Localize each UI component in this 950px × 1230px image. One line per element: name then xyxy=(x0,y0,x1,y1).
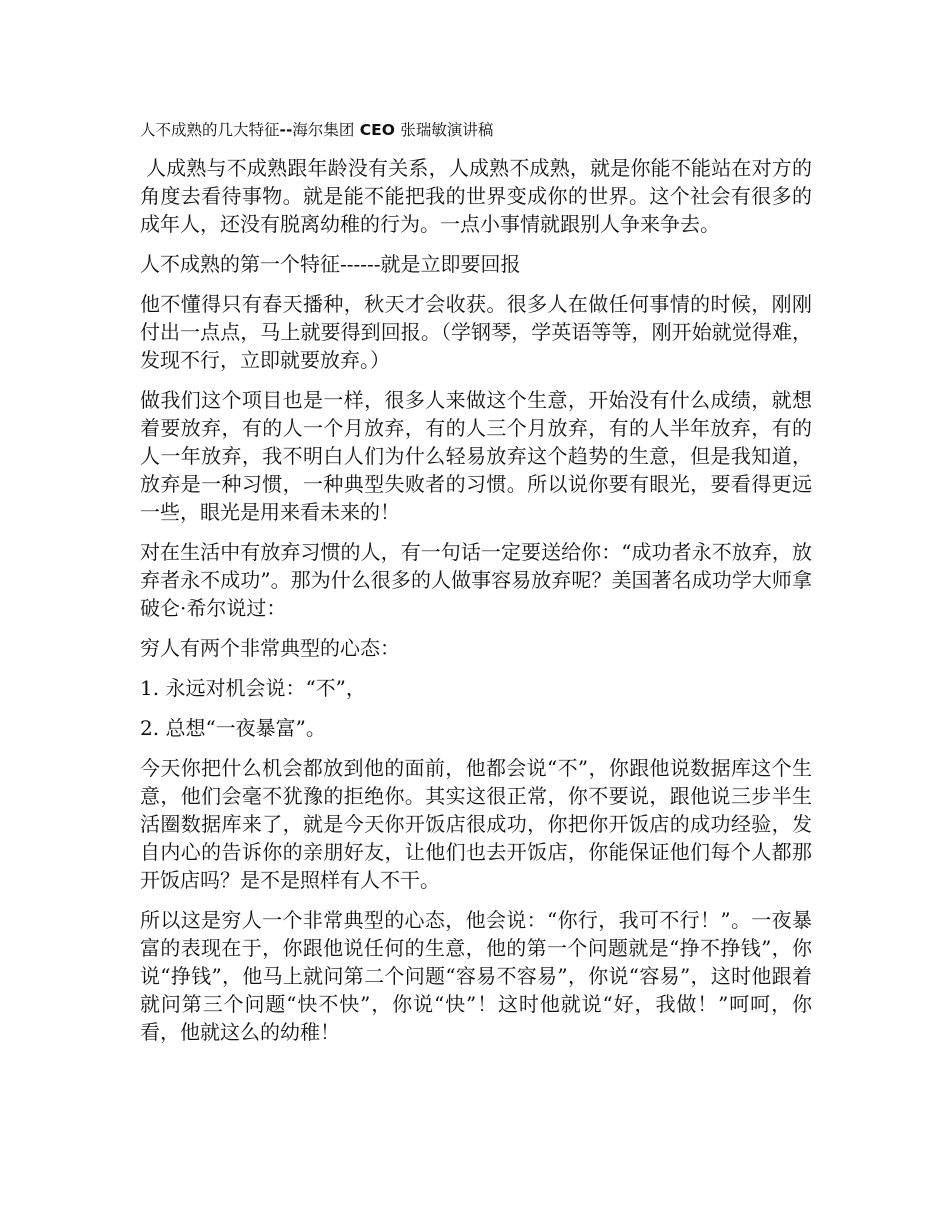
title-ceo: CEO xyxy=(354,121,401,139)
title-text-3: 张瑞敏演讲稿 xyxy=(400,121,494,139)
paragraph: 做我们这个项目也是一样，很多人来做这个生意，开始没有什么成绩，就想着要放弃，有的人一个月放弃，有的人三个月放弃，有的人半年放弃，有的人一年放弃，我不明白人们为什么轻易放弃这个趋势的生意，但是我知道，放弃是一种习惯，一种典型失败者的习惯。所以说你要有眼光，要看得更远一些，眼光是用来看未来的！ xyxy=(140,388,812,524)
paragraph-heading-first-trait: 人不成熟的第一个特征------就是立即要回报 xyxy=(140,252,521,276)
document-title xyxy=(140,118,812,142)
paragraph: 穷人有两个非常典型的心态： xyxy=(140,636,400,660)
paragraph-intro: 人成熟与不成熟跟年龄没有关系，人成熟不成熟，就是你能不能站在对方的角度去看待事物。就是能不能把我的世界变成你的世界。这个社会有很多的成年人，还没有脱离幼稚的行为。一点小事情就跟别人争来争去。 xyxy=(140,156,812,236)
paragraph: 他不懂得只有春天播种，秋天才会收获。很多人在做任何事情的时候，刚刚付出一点点，马上就要得到回报。（学钢琴，学英语等等，刚开始就觉得难，发现不行，立即就要放弃。） xyxy=(140,292,812,372)
title-dashes: -- xyxy=(279,121,293,139)
paragraph: 对在生活中有放弃习惯的人，有一句话一定要送给你：“成功者永不放弃，放弃者永不成功”。那为什么很多的人做事容易放弃呢？美国著名成功学大师拿破仑·希尔说过： xyxy=(140,540,812,620)
document-page xyxy=(140,118,812,1058)
list-item: 2. 总想“一夜暴富”。 xyxy=(140,716,326,740)
list-item: 1. 永远对机会说：“不”， xyxy=(140,676,366,700)
paragraph: 今天你把什么机会都放到他的面前，他都会说“不”，你跟他说数据库这个生意，他们会毫不犹豫的拒绝你。其实这很正常，你不要说，跟他说三步半生活圈数据库来了，就是今天你开饭店很成功，你把你开饭店的成功经验，发自内心的告诉你的亲朋好友，让他们也去开饭店，你能保证他们每个人都那开饭店吗？是不是照样有人不干。 xyxy=(140,756,812,892)
title-text-1: 人不成熟的几大特征 xyxy=(140,121,280,139)
title-text-2: 海尔集团 xyxy=(292,121,355,139)
paragraph: 所以这是穷人一个非常典型的心态，他会说：“你行，我可不行！”。一夜暴富的表现在于，你跟他说任何的生意，他的第一个问题就是“挣不挣钱”，你说“挣钱”，他马上就问第二个问题“容易不容易”，你说“容易”，这时他跟着就问第三个问题“快不快”，你说“快”！这时他就说“好，我做！”呵呵，你看，他就这么的幼稚！ xyxy=(140,908,812,1044)
